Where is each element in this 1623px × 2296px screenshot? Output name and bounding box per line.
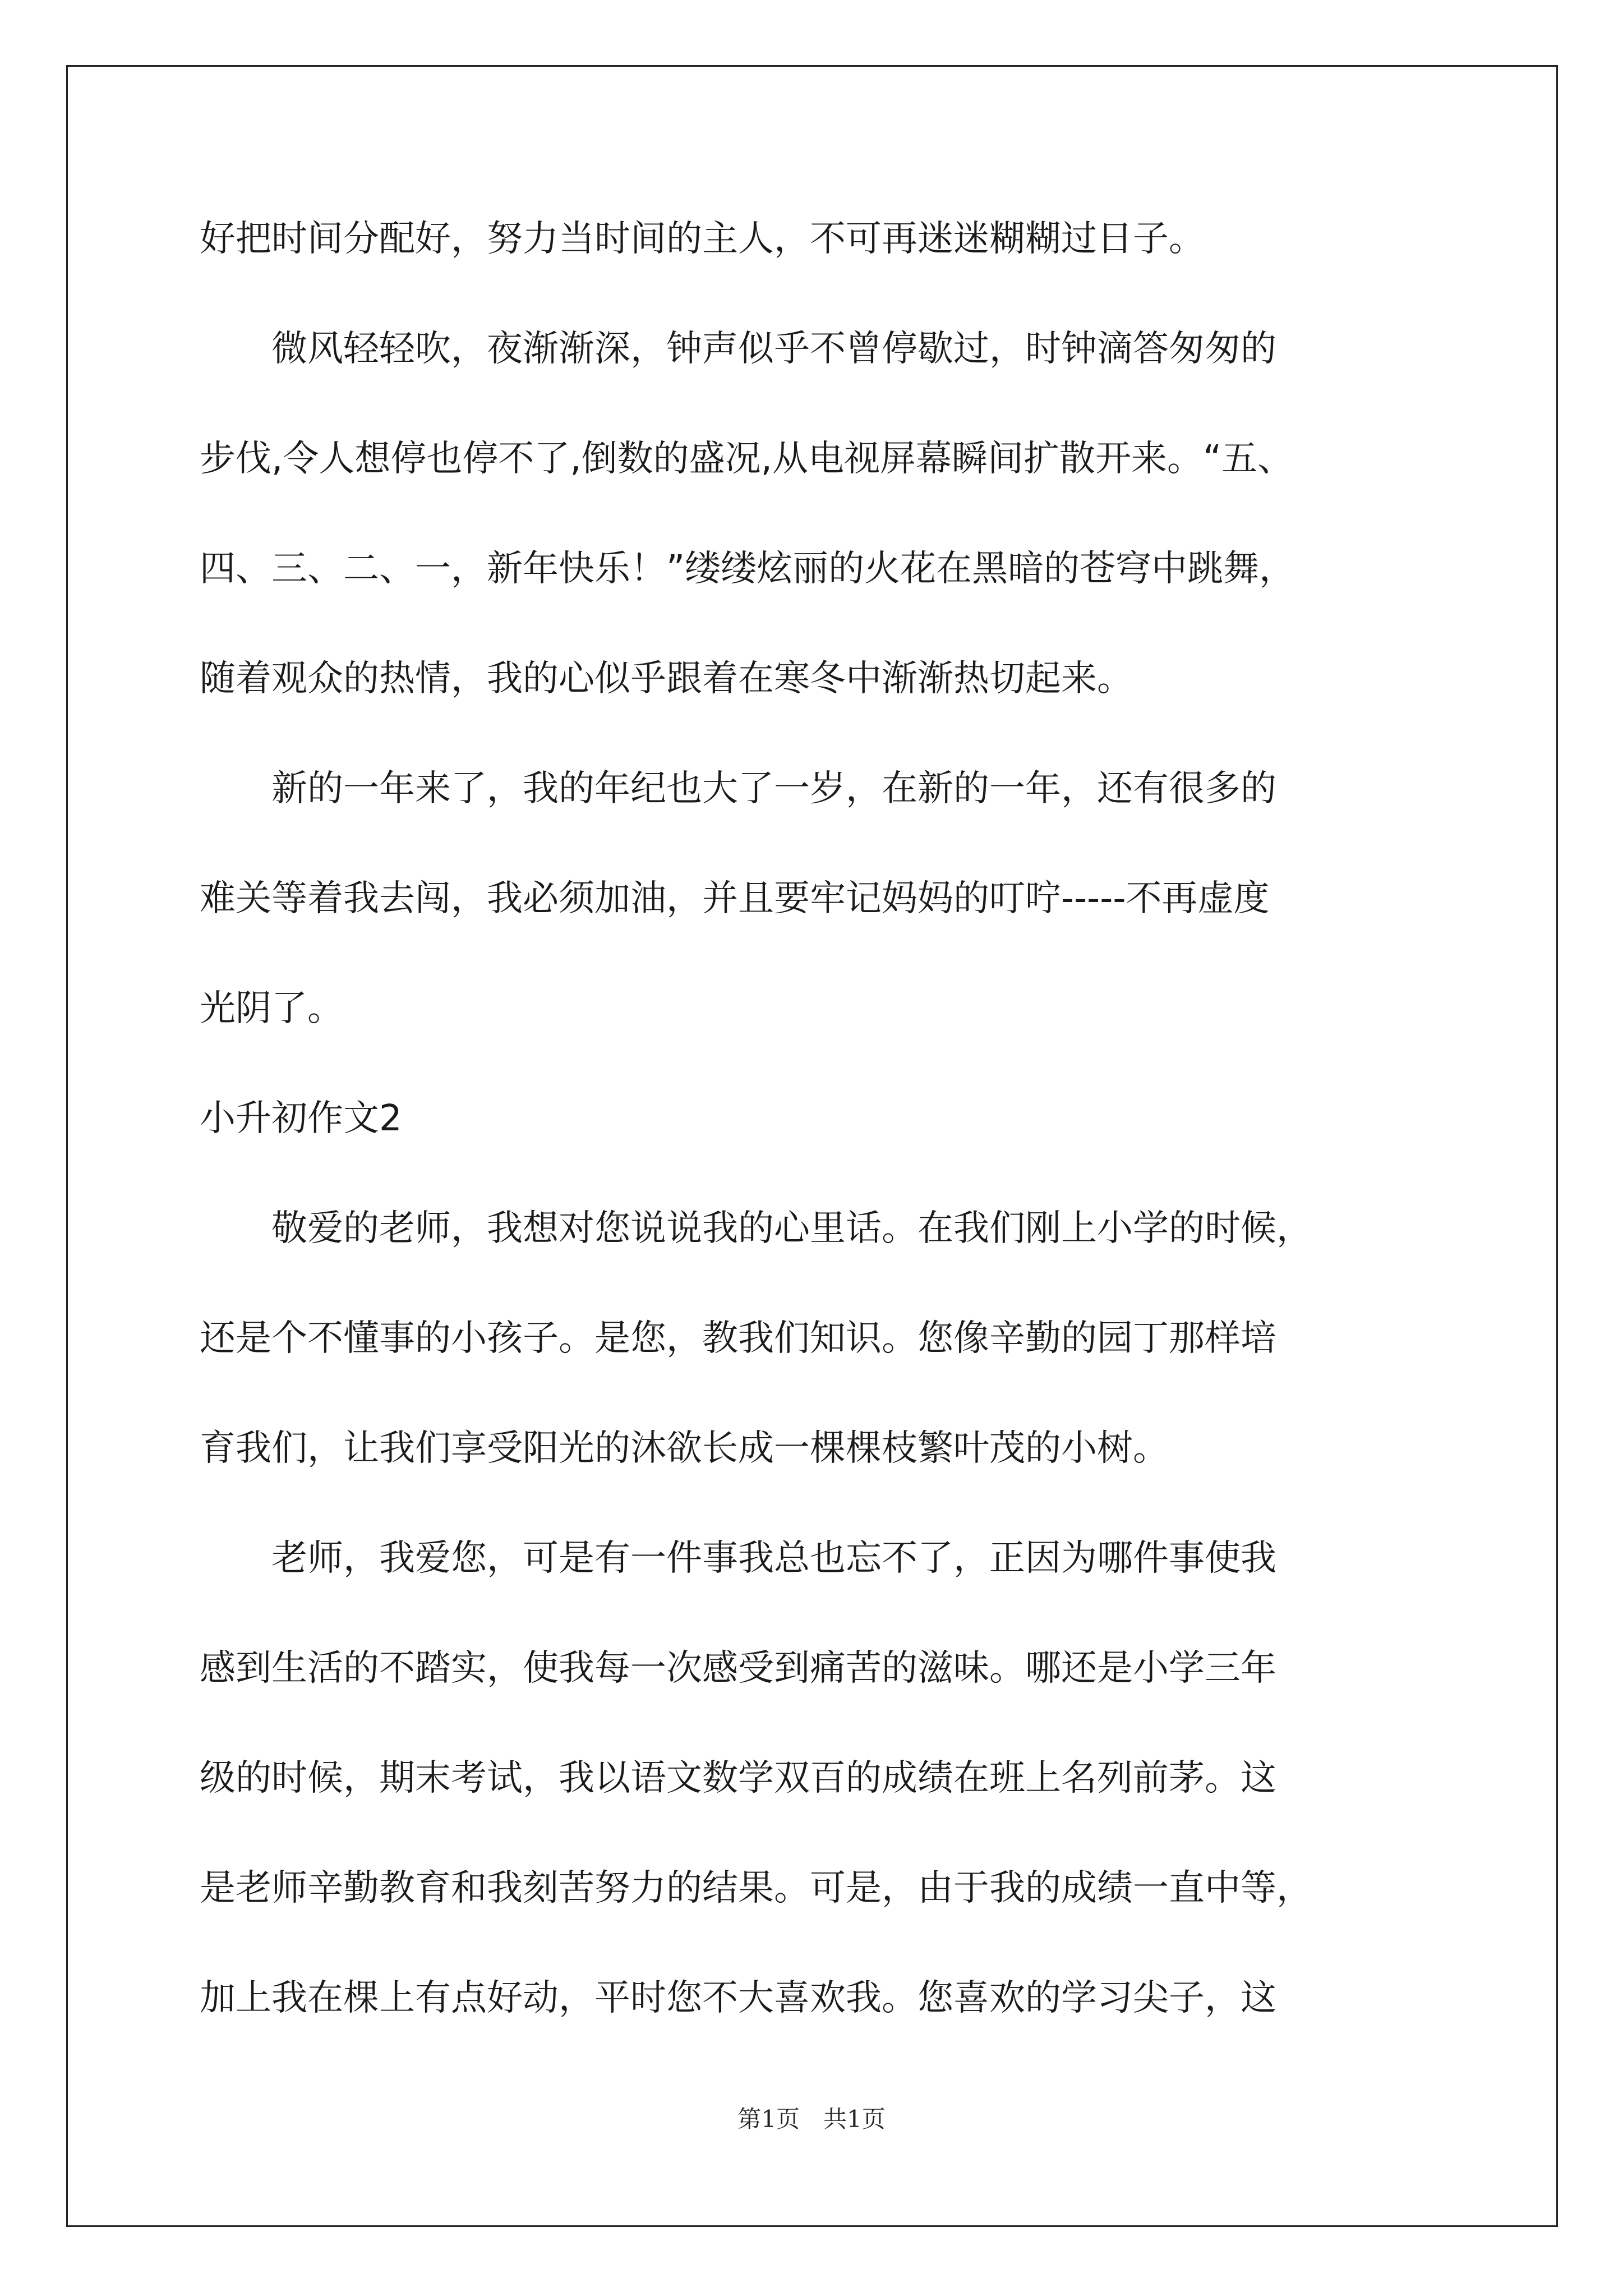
essay-heading: 小升初作文2 [200,1098,402,1139]
paragraph-line: 加上我在棵上有点好动，平时您不大喜欢我。您喜欢的学习尖子，这 [200,1977,1276,2019]
page-footer: 第1页 共1页 [737,2105,886,2133]
paragraph-line: 步伐,令人想停也停不了,倒数的盛况,从电视屏幕瞬间扩散开来。“五、 [200,438,1294,480]
paragraph-line: 微风轻轻吹，夜渐渐深，钟声似乎不曾停歇过，时钟滴答匆匆的 [200,328,1276,370]
paragraph-line: 老师，我爱您，可是有一件事我总也忘不了，正因为哪件事使我 [200,1538,1276,1579]
paragraph-line: 育我们，让我们享受阳光的沐欲长成一棵棵枝繁叶茂的小树。 [200,1428,1169,1469]
paragraph-line: 光阴了。 [200,988,343,1029]
paragraph-line: 是老师辛勤教育和我刻苦努力的结果。可是，由于我的成绩一直中等， [200,1867,1312,1909]
paragraph-line: 还是个不懂事的小孩子。是您，教我们知识。您像辛勤的园丁那样培 [200,1318,1276,1359]
paragraph-line: 随着观众的热情，我的心似乎跟着在寒冬中渐渐热切起来。 [200,658,1133,700]
paragraph-line: 敬爱的老师，我想对您说说我的心里话。在我们刚上小学的时候， [200,1208,1312,1249]
paragraph-line: 难关等着我去闯，我必须加油，并且要牢记妈妈的叮咛-----不再虚度 [200,878,1270,919]
paragraph-line: 级的时候，期末考试，我以语文数学双百的成绩在班上名列前茅。这 [200,1757,1276,1799]
paragraph-line: 感到生活的不踏实，使我每一次感受到痛苦的滋味。哪还是小学三年 [200,1648,1276,1689]
paragraph-line: 好把时间分配好，努力当时间的主人，不可再迷迷糊糊过日子。 [200,218,1205,260]
paragraph-line: 新的一年来了，我的年纪也大了一岁，在新的一年，还有很多的 [200,768,1276,809]
paragraph-line: 四、三、二、一，新年快乐！”缕缕炫丽的火花在黑暗的苍穹中跳舞， [200,548,1295,590]
